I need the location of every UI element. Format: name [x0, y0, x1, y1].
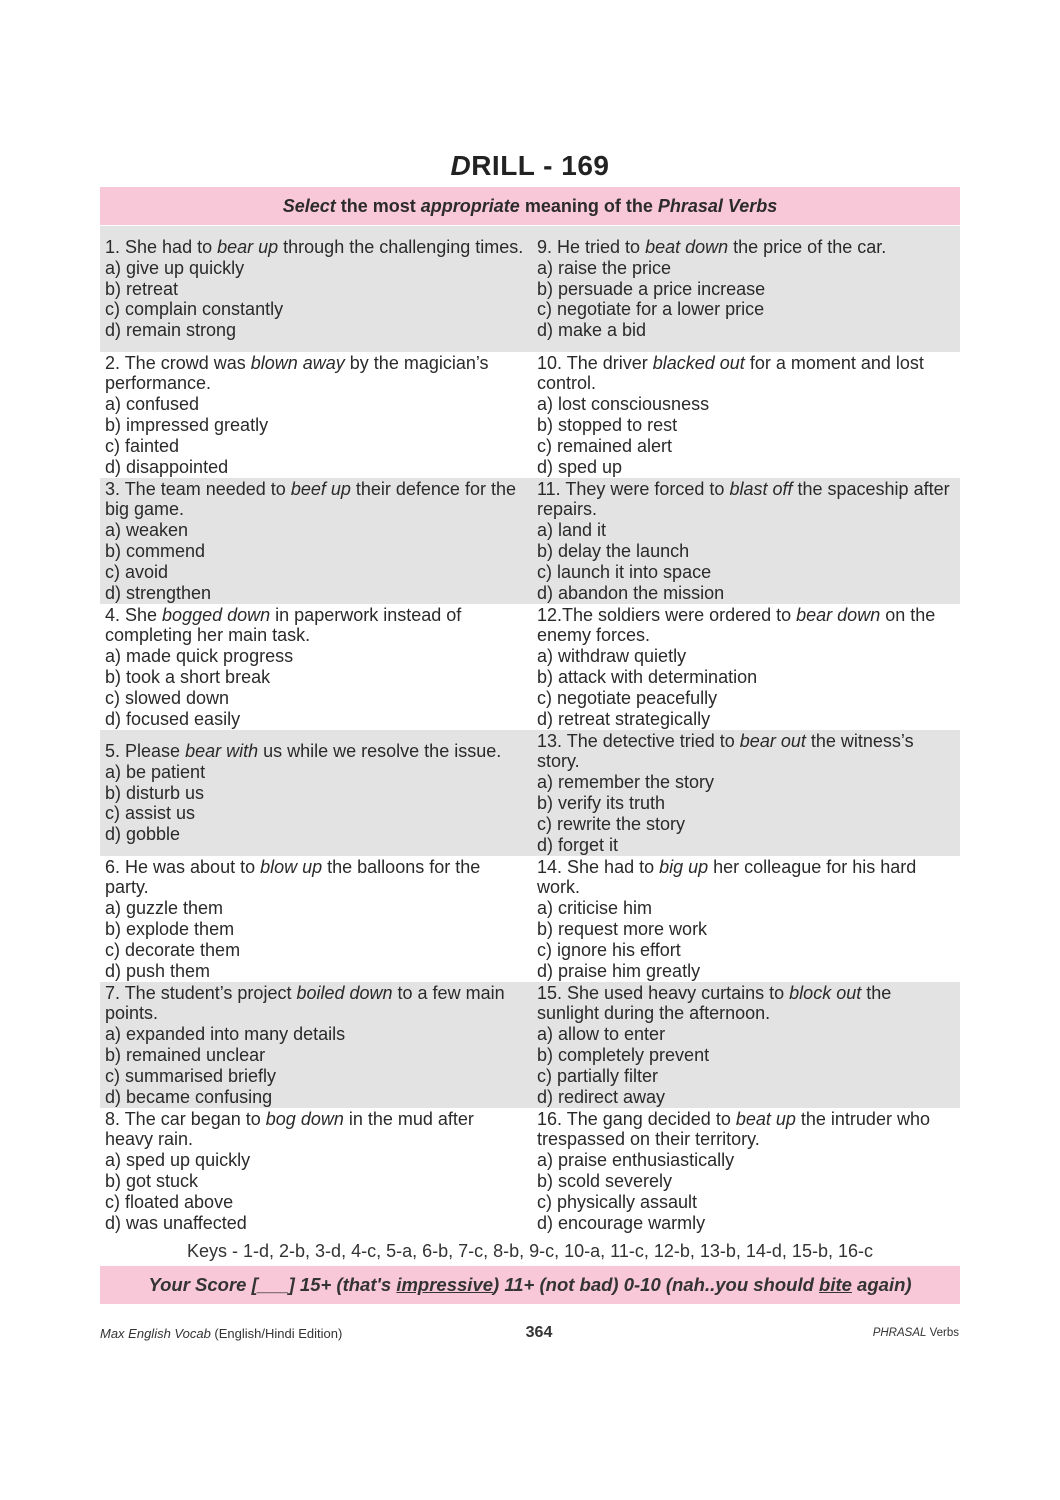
answer-option: d) redirect away	[537, 1086, 666, 1107]
answer-keys: Keys - 1-d, 2-b, 3-d, 4-c, 5-a, 6-b, 7-c, 8-b, 9-c, 10-a, 11-c, 12-b, 13-b, 14-d, 15-b, 16-c	[187, 1241, 873, 1261]
question-stem: 13. The detective tried to	[537, 730, 740, 751]
phrasal-verb: bogged down	[162, 604, 271, 625]
question-grid	[100, 226, 960, 1234]
question-cell	[530, 226, 960, 352]
phrasal-verb: boiled down	[296, 982, 393, 1003]
phrasal-verb: bear out	[739, 730, 806, 751]
question-stem-end: through the challenging times.	[278, 237, 524, 257]
question-stem: 11. They were forced to	[537, 478, 730, 499]
question-stem: 3. The team needed to	[105, 478, 291, 499]
question-cell	[530, 478, 960, 604]
answer-option: c) negotiate for a lower price	[537, 299, 765, 320]
question-text	[537, 857, 956, 899]
phrasal-verb: bog down	[265, 1108, 344, 1129]
answer-option: b) explode them	[105, 919, 235, 939]
answer-option: c) summarised briefly	[105, 1065, 277, 1086]
phrasal-verb: blacked out	[652, 352, 745, 373]
answer-option: b) remained unclear	[105, 1045, 266, 1065]
question-stem-end: the balloons for the party.	[105, 856, 481, 898]
phrasal-verb: blow up	[260, 856, 323, 877]
score-text-2: ) 11+ (not bad) 0-10 (nah..you should	[493, 1274, 820, 1295]
phrasal-verb: beef up	[290, 478, 351, 499]
question-text	[537, 237, 956, 258]
phrasal-verb: bear down	[796, 604, 881, 625]
question-stem-end: in paperwork instead of completing her main task.	[105, 604, 462, 646]
question-stem-end: the sunlight during the afternoon.	[537, 982, 892, 1024]
answer-option: d) disappointed	[105, 456, 229, 477]
answer-option: c) floated above	[105, 1191, 234, 1212]
answer-option: a) give up quickly	[105, 257, 245, 278]
question-stem-end: by the magician’s performance.	[105, 352, 489, 394]
answer-option: c) remained alert	[537, 435, 673, 456]
answer-option: c) avoid	[105, 561, 169, 582]
question-stem-end: the price of the car.	[728, 237, 887, 257]
answer-option: b) commend	[105, 541, 206, 561]
instruction-part: meaning of the	[519, 196, 658, 216]
answer-option: b) impressed greatly	[105, 415, 269, 435]
answer-option: d) focused easily	[105, 708, 241, 729]
answer-option: a) sped up quickly	[105, 1150, 251, 1171]
answer-option: a) expanded into many details	[105, 1024, 346, 1045]
answer-option: c) assist us	[105, 803, 196, 824]
question-text	[105, 983, 526, 1025]
answer-option: d) sped up	[537, 456, 623, 477]
answer-option: c) physically assault	[537, 1191, 698, 1212]
answer-option: d) strengthen	[105, 582, 212, 603]
answer-option: b) persuade a price increase	[537, 278, 766, 299]
question-cell	[530, 1108, 960, 1234]
phrasal-verb: beat up	[735, 1108, 796, 1129]
question-stem: 14. She had to	[537, 856, 660, 877]
question-stem-end: her colleague for his hard work.	[537, 856, 917, 898]
question-cell	[100, 226, 530, 352]
answer-option: b) verify its truth	[537, 793, 666, 813]
answer-option: d) push them	[105, 960, 211, 981]
question-row	[100, 478, 960, 604]
question-text	[105, 1109, 526, 1151]
question-stem-end: on the enemy forces.	[537, 604, 936, 646]
answer-option: d) remain strong	[105, 320, 237, 341]
question-stem: 16. The gang decided to	[537, 1108, 736, 1129]
question-row	[100, 604, 960, 730]
score-underline-2: bite	[819, 1274, 852, 1295]
question-stem: 2. The crowd was	[105, 352, 251, 373]
answer-option: d) praise him greatly	[537, 960, 701, 981]
question-cell	[100, 730, 530, 856]
answer-option: b) request more work	[537, 919, 708, 939]
question-cell	[530, 856, 960, 982]
answer-option: d) forget it	[537, 834, 619, 855]
title-initial: D	[450, 150, 472, 181]
answer-option: b) stopped to rest	[537, 415, 678, 435]
question-text	[537, 983, 956, 1025]
answer-option: d) encourage warmly	[537, 1212, 706, 1233]
page-number: 364	[525, 1324, 553, 1341]
question-text	[105, 605, 526, 647]
question-stem: 1. She had to	[105, 237, 218, 257]
question-cell	[100, 856, 530, 982]
question-row	[100, 730, 960, 856]
question-cell	[100, 1108, 530, 1234]
instruction-part: appropriate	[420, 196, 520, 216]
book-edition: (English/Hindi Edition)	[210, 1326, 343, 1341]
question-text	[537, 731, 956, 773]
answer-option: c) complain constantly	[105, 299, 284, 320]
answer-option: a) remember the story	[537, 772, 715, 793]
question-text	[537, 353, 956, 395]
answer-option: a) praise enthusiastically	[537, 1150, 735, 1171]
answer-option: b) disturb us	[105, 782, 205, 803]
answer-option: c) negotiate peacefully	[537, 687, 718, 708]
question-stem-end: to a few main points.	[105, 982, 505, 1024]
answer-option: c) partially filter	[537, 1065, 659, 1086]
answer-option: d) gobble	[105, 824, 181, 845]
question-text	[105, 857, 526, 899]
section-rest: Verbs	[926, 1327, 959, 1339]
question-stem: 9. He tried to	[537, 237, 646, 257]
question-cell	[530, 730, 960, 856]
answer-option: c) fainted	[105, 435, 180, 456]
score-text-3: again)	[851, 1274, 912, 1295]
phrasal-verb: bear up	[217, 237, 279, 257]
answer-option: a) allow to enter	[537, 1024, 666, 1045]
question-cell	[530, 982, 960, 1108]
answer-option: a) confused	[105, 394, 200, 415]
instruction-part: the most	[335, 196, 421, 216]
question-cell	[530, 352, 960, 478]
answer-option: b) scold severely	[537, 1171, 673, 1191]
phrasal-verb: block out	[789, 982, 862, 1003]
question-text	[105, 353, 526, 395]
question-row	[100, 856, 960, 982]
question-cell	[100, 982, 530, 1108]
answer-option: c) ignore his effort	[537, 939, 681, 960]
instruction-part: Select	[282, 196, 336, 216]
question-text	[105, 741, 526, 762]
answer-option: a) raise the price	[537, 257, 672, 278]
answer-option: a) made quick progress	[105, 646, 294, 667]
instruction-banner	[100, 187, 960, 225]
answer-option: b) delay the launch	[537, 541, 690, 561]
answer-option: b) attack with determination	[537, 667, 758, 687]
question-stem-end: the spaceship after repairs.	[537, 478, 950, 520]
phrasal-verb: big up	[659, 856, 709, 877]
question-stem-end: us while we resolve the issue.	[258, 741, 502, 761]
question-row	[100, 1108, 960, 1234]
score-text-1: Your Score [___] 15+ (that's	[148, 1274, 397, 1295]
phrasal-verb: blast off	[729, 478, 793, 499]
question-row	[100, 352, 960, 478]
score-underline-1: impressive	[396, 1274, 494, 1295]
question-stem: 10. The driver	[537, 352, 653, 373]
answer-option: d) make a bid	[537, 320, 647, 341]
title-rest: RILL - 169	[471, 150, 610, 181]
page-title	[0, 150, 1060, 182]
answer-option: c) decorate them	[105, 939, 241, 960]
answer-option: a) lost consciousness	[537, 394, 710, 415]
question-stem-end: in the mud after heavy rain.	[105, 1108, 474, 1150]
question-cell	[100, 352, 530, 478]
answer-option: c) rewrite the story	[537, 813, 686, 834]
answer-option: d) retreat strategically	[537, 708, 711, 729]
question-stem: 8. The car began to	[105, 1108, 266, 1129]
question-stem: 7. The student’s project	[105, 982, 297, 1003]
answer-option: b) got stuck	[105, 1171, 199, 1191]
question-stem: 5. Please	[105, 741, 186, 761]
answer-option: b) took a short break	[105, 667, 271, 687]
section-caps: PHRASAL	[872, 1327, 927, 1339]
phrasal-verb: blown away	[250, 352, 345, 373]
answer-option: a) guzzle them	[105, 898, 224, 919]
instruction-part: Phrasal Verbs	[657, 196, 778, 216]
question-stem-end: for a moment and lost control.	[537, 352, 924, 394]
question-text	[537, 479, 956, 521]
question-stem-end: their defence for the big game.	[105, 478, 516, 520]
question-row	[100, 982, 960, 1108]
answer-option: c) slowed down	[105, 687, 230, 708]
question-stem-end: the witness’s story.	[537, 730, 914, 772]
question-stem: 15. She used heavy curtains to	[537, 982, 790, 1003]
answer-option: d) was unaffected	[105, 1212, 247, 1233]
answer-option: b) completely prevent	[537, 1045, 710, 1065]
answer-option: c) launch it into space	[537, 561, 712, 582]
question-text	[537, 1109, 956, 1151]
answer-option: a) land it	[537, 520, 607, 541]
answer-option: b) retreat	[105, 278, 179, 299]
question-stem: 6. He was about to	[105, 856, 261, 877]
answer-option: a) withdraw quietly	[537, 646, 687, 667]
question-text	[105, 237, 526, 258]
question-row	[100, 226, 960, 352]
score-banner	[100, 1266, 960, 1304]
answer-option: a) criticise him	[537, 898, 653, 919]
question-cell	[100, 478, 530, 604]
question-stem: 4. She	[105, 604, 163, 625]
question-stem: 12.The soldiers were ordered to	[537, 604, 797, 625]
answer-option: d) became confusing	[105, 1086, 273, 1107]
question-stem-end: the intruder who trespassed on their territory.	[537, 1108, 930, 1150]
question-text	[537, 605, 956, 647]
question-text	[105, 479, 526, 521]
answer-option: a) be patient	[105, 761, 206, 782]
book-title: Max English Vocab	[100, 1326, 211, 1341]
phrasal-verb: bear with	[185, 741, 259, 761]
question-cell	[530, 604, 960, 730]
phrasal-verb: beat down	[645, 237, 729, 257]
question-cell	[100, 604, 530, 730]
answer-option: a) weaken	[105, 520, 189, 541]
answer-option: d) abandon the mission	[537, 582, 725, 603]
footer-section	[873, 1327, 959, 1339]
